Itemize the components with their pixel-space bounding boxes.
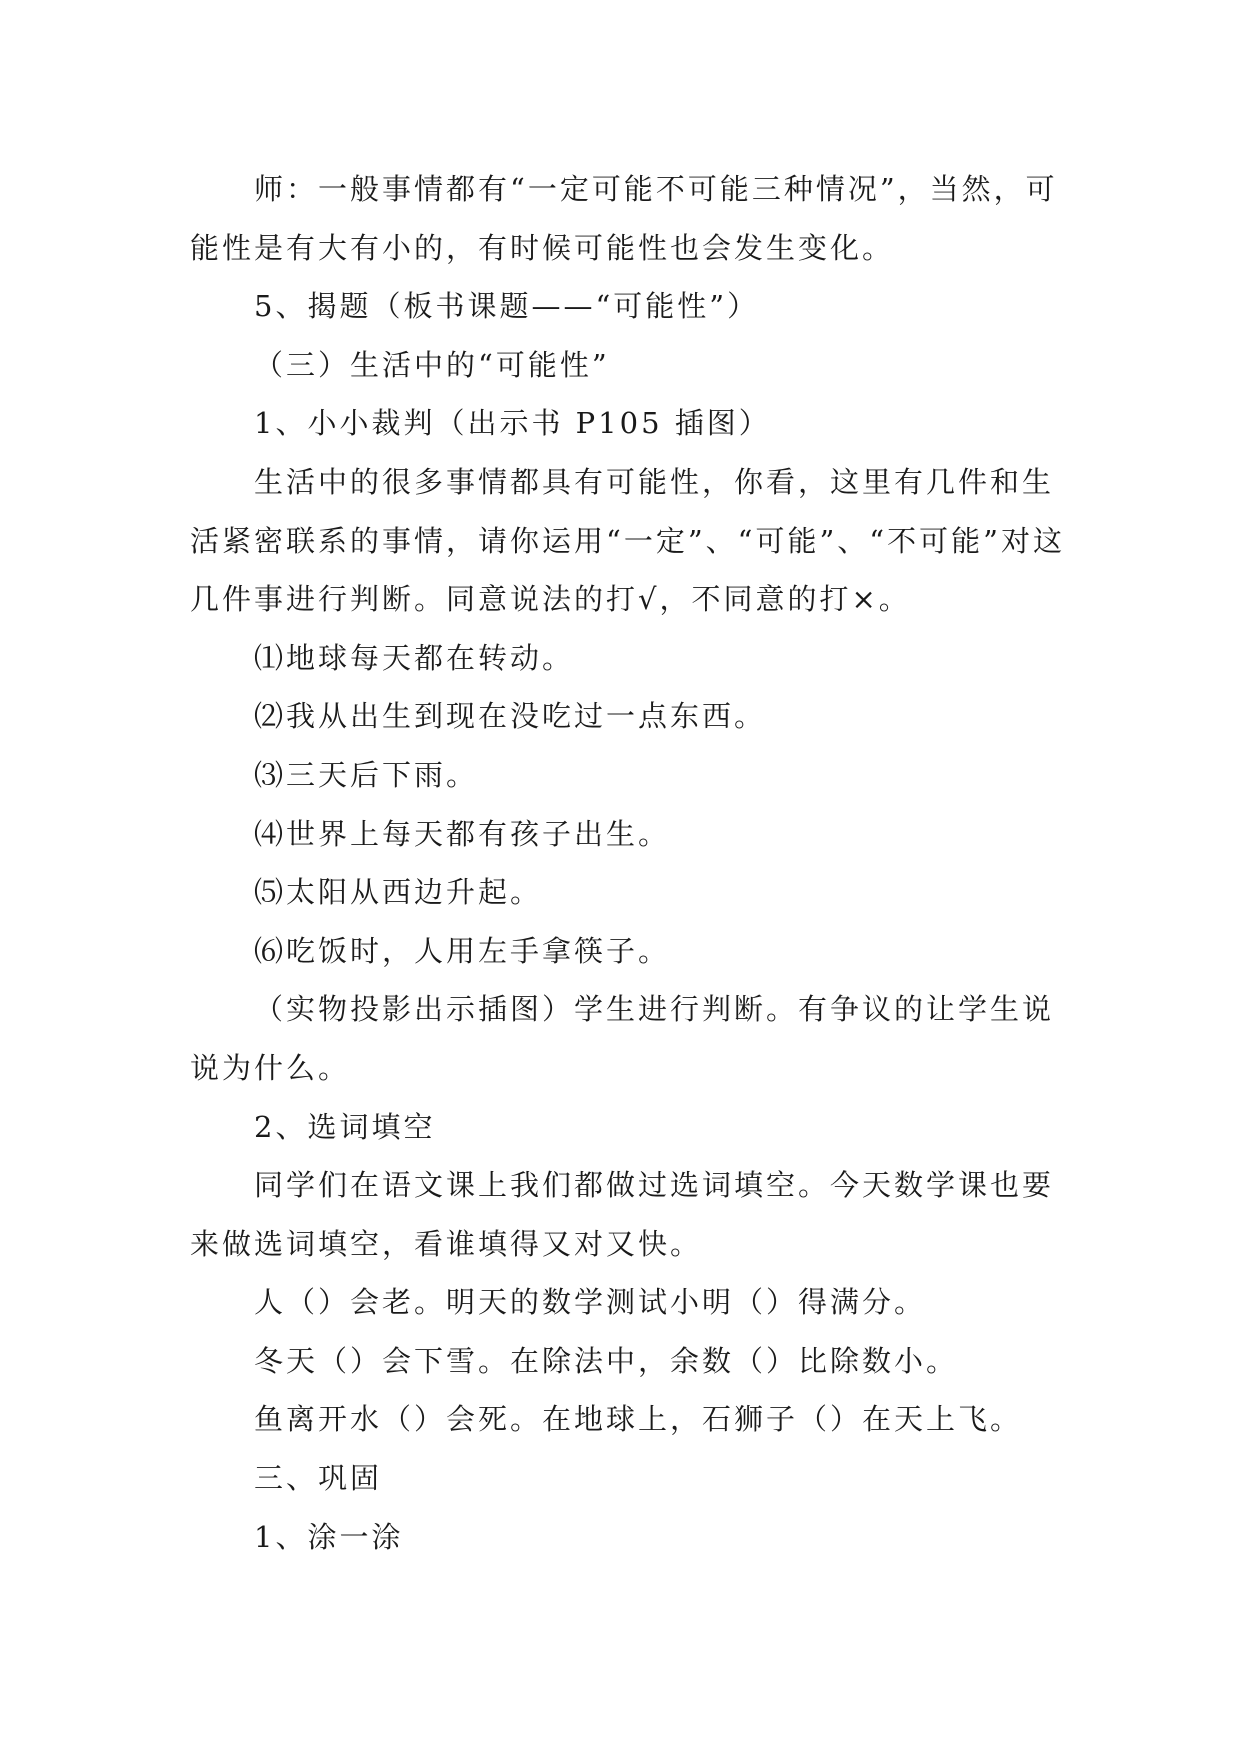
paragraph-reveal-topic: 5、揭题（板书课题——“可能性”） [254, 289, 760, 324]
list-item-statement-2: ⑵我从出生到现在没吃过一点东西。 [254, 699, 767, 734]
exercise-line-3: 鱼离开水（）会死。在地球上，石狮子（）在天上飞。 [254, 1402, 1023, 1437]
section-heading-consolidate: 三、巩固 [254, 1461, 383, 1496]
paragraph-judgement-instructions: 生活中的很多事情都具有可能性，你看，这里有几件和生活紧密联系的事情，请你运用“一定”、“可能”、“不可能”对这几件事进行判断。同意说法的打√，不同意的打×。 [190, 464, 1065, 617]
paragraph-projection-discussion: （实物投影出示插图）学生进行判断。有争议的让学生说说为什么。 [190, 992, 1055, 1085]
paragraph-teacher-remark: 师：一般事情都有“一定可能不可能三种情况”，当然，可能性是有大有小的，有时候可能性也会发生变化。 [190, 172, 1058, 265]
list-item-statement-3: ⑶三天后下雨。 [254, 757, 479, 792]
exercise-line-1: 人（）会老。明天的数学测试小明（）得满分。 [254, 1285, 927, 1320]
paragraph-fill-in-intro: 同学们在语文课上我们都做过选词填空。今天数学课也要来做选词填空，看谁填得又对又快。 [190, 1168, 1055, 1261]
subheading-color-in: 1、涂一涂 [254, 1519, 404, 1554]
list-item-statement-1: ⑴地球每天都在转动。 [254, 640, 575, 675]
subheading-little-referee: 1、小小裁判（出示书 P105 插图） [254, 406, 771, 441]
exercise-line-2: 冬天（）会下雪。在除法中，余数（）比除数小。 [254, 1343, 959, 1378]
list-item-statement-5: ⑸太阳从西边升起。 [254, 875, 543, 910]
list-item-statement-6: ⑹吃饭时，人用左手拿筷子。 [254, 933, 671, 968]
list-item-statement-4: ⑷世界上每天都有孩子出生。 [254, 816, 671, 851]
section-heading-possibility-in-life: （三）生活中的“可能性” [254, 347, 610, 382]
subheading-fill-in-words: 2、选词填空 [254, 1109, 436, 1144]
document-page [190, 160, 1070, 1566]
